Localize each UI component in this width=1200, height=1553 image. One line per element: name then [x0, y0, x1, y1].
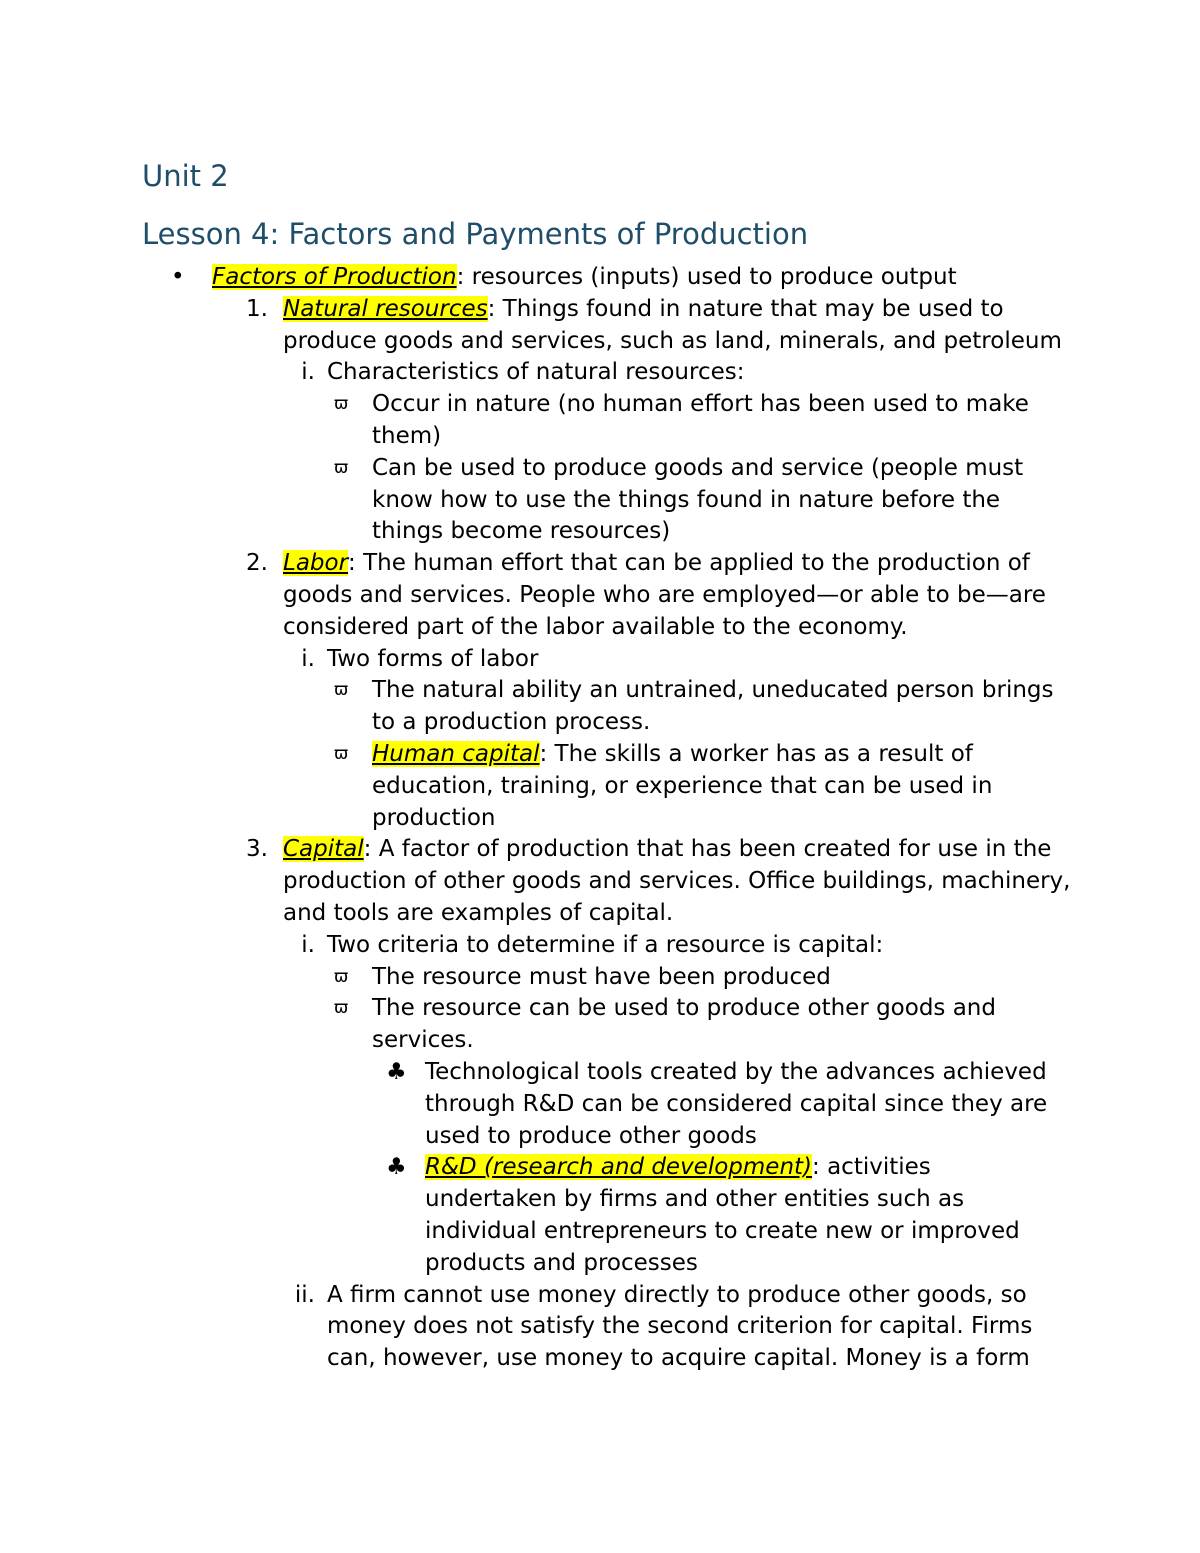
term-capital: Capital [283, 836, 364, 863]
list-number: 2. [246, 550, 268, 577]
outline-point [0, 675, 1200, 739]
list-number: 3. [246, 836, 268, 863]
outline-item-natural-resources [0, 294, 1200, 358]
bullet-dot-icon: • [171, 264, 185, 290]
term-factors-of-production: Factors of Production [212, 264, 457, 290]
point-text: Can be used to produce goods and service (people must know how to use the things found in nature before the things become resources) [372, 454, 1024, 545]
outline-item-labor [0, 548, 1200, 643]
outline-subpoint [0, 1057, 1200, 1152]
point-text: The natural ability an untrained, uneducated person brings to a production process. [372, 677, 1054, 736]
subitem-text: A firm cannot use money directly to produce other goods, so money does not satisfy the second criterion for capital. Firms can, however, use money to acquire capital. Money is a form [327, 1281, 1033, 1372]
outline-item-factors [0, 262, 1200, 294]
definition-text: : The skills a worker has as a result of education, training, or experience that can be used in production [372, 740, 993, 831]
bullet-pi-icon: ϖ [334, 966, 349, 987]
roman-numeral: i. [301, 931, 315, 958]
outline-point [0, 389, 1200, 453]
lesson-outline [0, 262, 1200, 1375]
subitem-text: Two criteria to determine if a resource is capital: [327, 931, 884, 958]
bullet-pi-icon: ϖ [334, 394, 349, 415]
subitem-text: Two forms of labor [327, 645, 539, 672]
subpoint-text: Technological tools created by the advances achieved through R&D can be considered capital since they are used to produce other goods [425, 1058, 1048, 1149]
definition-text: : A factor of production that has been created for use in the production of other goods and services. Office buildings, machinery, and tools are examples of capital. [283, 836, 1071, 926]
outline-point [0, 739, 1200, 834]
list-item-text [283, 294, 1073, 358]
term-research-and-development: R&D (research and development) [425, 1154, 813, 1181]
definition-text: : activities undertaken by firms and other entities such as individual entrepreneurs to create new or improved products and processes [425, 1154, 1020, 1276]
list-item-text [283, 548, 1073, 643]
list-item-text [212, 262, 1112, 294]
term-natural-resources: Natural resources [283, 295, 488, 322]
point-text: The resource can be used to produce other goods and services. [372, 995, 996, 1054]
outline-point [0, 962, 1200, 994]
list-number: 1. [246, 295, 268, 322]
outline-subitem [0, 644, 1200, 676]
bullet-pi-icon: ϖ [334, 998, 349, 1019]
unit-title: Unit 2 [142, 159, 229, 193]
point-text: The resource must have been produced [372, 963, 831, 990]
roman-numeral: i. [301, 645, 315, 672]
bullet-pi-icon: ϖ [334, 743, 349, 764]
outline-point [0, 453, 1200, 548]
term-human-capital: Human capital [372, 740, 540, 767]
outline-item-capital [0, 834, 1200, 929]
bullet-pi-icon: ϖ [334, 457, 349, 478]
bullet-club-icon: ♣ [386, 1058, 407, 1085]
subitem-text: Characteristics of natural resources: [327, 359, 745, 386]
definition-text: : resources (inputs) used to produce output [456, 264, 957, 290]
list-item-text [283, 834, 1073, 929]
point-text: Occur in nature (no human effort has been used to make them) [372, 391, 1029, 449]
bullet-pi-icon: ϖ [334, 680, 349, 701]
definition-text: : Things found in nature that may be used to produce goods and services, such as land, minerals, and petroleum [283, 295, 1062, 354]
outline-subitem [0, 1280, 1200, 1375]
roman-numeral: ii. [294, 1281, 315, 1308]
outline-point [0, 993, 1200, 1057]
outline-subpoint [0, 1152, 1200, 1279]
roman-numeral: i. [301, 359, 315, 386]
definition-text: : The human effort that can be applied to the production of goods and services. People who are employed—or able to be—are considered part of the labor available to the economy. [283, 550, 1046, 640]
outline-subitem [0, 930, 1200, 962]
lesson-title: Lesson 4: Factors and Payments of Production [142, 217, 809, 251]
point-text [372, 739, 1072, 834]
bullet-club-icon: ♣ [386, 1154, 407, 1181]
term-labor: Labor [283, 550, 349, 577]
outline-subitem [0, 357, 1200, 389]
subpoint-text [425, 1152, 1065, 1279]
